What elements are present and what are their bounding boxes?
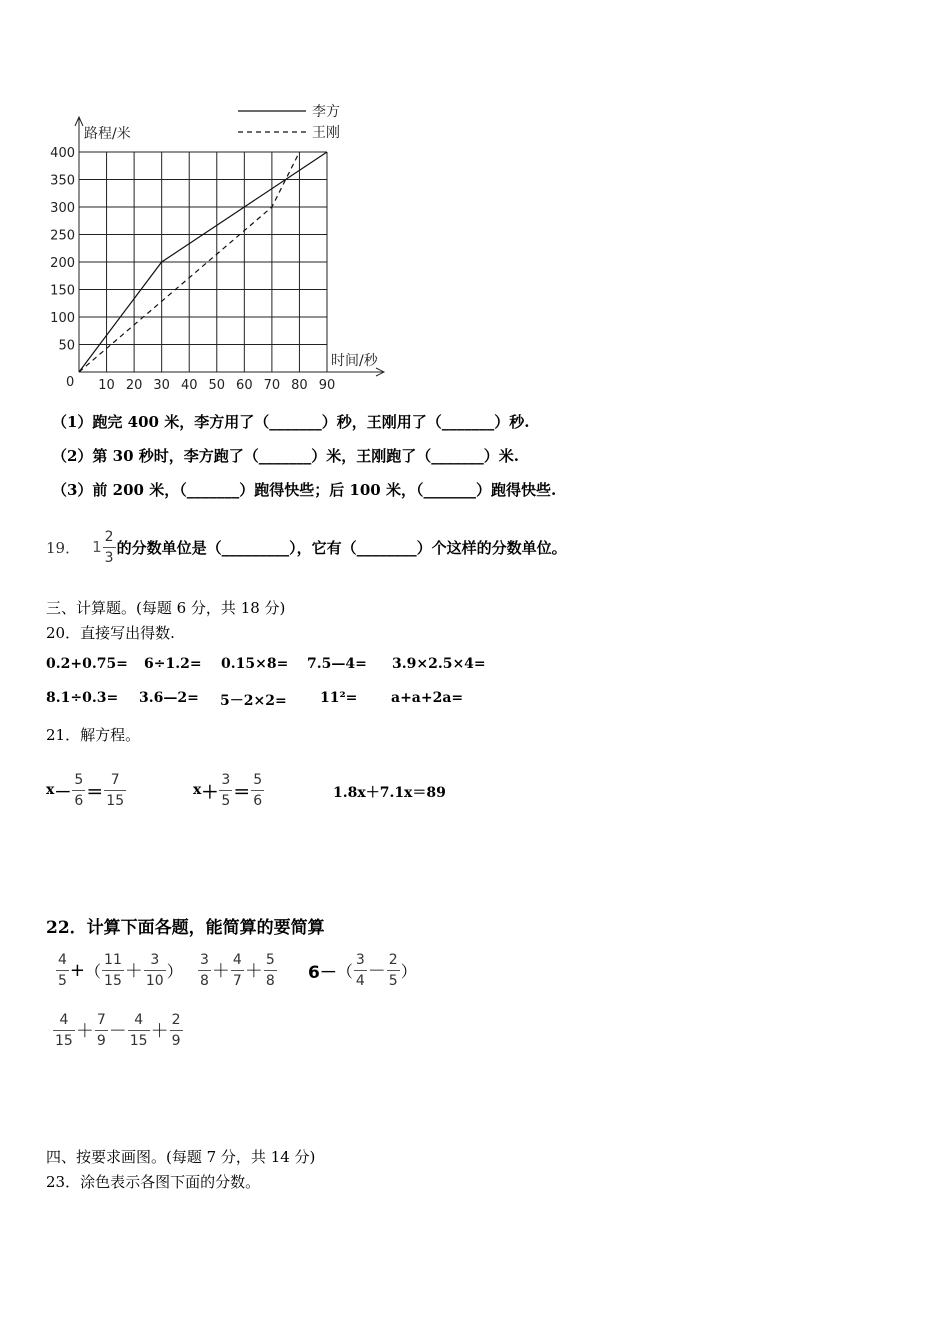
eq2-a-num: 3 (221, 771, 231, 788)
e1-op1: + (69, 959, 86, 981)
chart-grid (79, 152, 327, 372)
e3-lparen: （ (336, 961, 353, 981)
eq2-b-num: 5 (253, 771, 263, 788)
q19-fraction (103, 530, 116, 565)
e4-b-num: 7 (96, 1011, 106, 1028)
chart-legend (238, 103, 340, 141)
eq2-frac-b (251, 773, 264, 808)
e4-a-num: 4 (59, 1011, 69, 1028)
e2-a-den: 8 (198, 970, 211, 988)
eq1-b-den: 15 (104, 790, 126, 808)
e3-lead: 6－ (308, 962, 337, 983)
e2-c-num: 5 (265, 951, 275, 968)
y-tick-150: 150 (50, 283, 75, 299)
e2-op2: ＋ (244, 961, 263, 982)
e2-frac-a (198, 953, 211, 988)
q19-frac-numerator: 2 (104, 528, 114, 545)
eq1-frac-b (104, 773, 126, 808)
e2-b-num: 4 (232, 951, 242, 968)
e4-frac-b (95, 1013, 108, 1048)
x-tick-10: 10 (98, 378, 115, 393)
e3-b-num: 2 (388, 951, 398, 968)
q20-row2-d: 11²= (320, 690, 358, 706)
e1-frac-b (102, 953, 124, 988)
e4-op1: ＋ (75, 1021, 94, 1042)
e3-rparen: ） (400, 961, 417, 981)
e4-op2: － (108, 1021, 127, 1042)
q22-expr2 (197, 940, 278, 1000)
legend-label-2: 王刚 (312, 125, 340, 141)
e1-frac-c (144, 953, 166, 988)
q20-row1-b: 6÷1.2= (144, 656, 202, 672)
q22-title: 22．计算下面各题，能简算的要简算 (46, 918, 325, 938)
q19-number: 19． (46, 538, 81, 557)
e3-a-num: 3 (355, 951, 365, 968)
e2-frac-c (264, 953, 277, 988)
eq2-plus: ＋ (201, 782, 219, 803)
y-tick-50: 50 (58, 338, 75, 354)
x-tick-90: 90 (318, 378, 336, 393)
e3-frac-b (387, 953, 400, 988)
chart-tick-labels (50, 125, 379, 393)
y-tick-200: 200 (50, 256, 75, 271)
eq1-b-num: 7 (110, 771, 120, 788)
legend-label-1: 李方 (312, 104, 340, 120)
x-tick-30: 30 (153, 378, 170, 393)
eq2-a-den: 5 (219, 790, 232, 808)
e4-a-den: 15 (53, 1030, 75, 1048)
e1-c-num: 3 (150, 951, 160, 968)
section4-title: 四、按要求画图。(每题 7 分，共 14 分) (46, 1148, 316, 1166)
e4-c-num: 4 (134, 1011, 144, 1028)
e1-a-den: 5 (56, 970, 69, 988)
e4-frac-c (128, 1013, 150, 1048)
e4-c-den: 15 (128, 1030, 150, 1048)
e1-rparen: ） (166, 961, 183, 981)
y-axis-label: 路程/米 (84, 126, 131, 142)
y-tick-350: 350 (50, 173, 75, 189)
eq1-frac-a (72, 773, 85, 808)
e4-d-den: 9 (170, 1030, 183, 1048)
e1-a-num: 4 (58, 951, 67, 968)
e1-c-den: 10 (144, 970, 166, 988)
x-tick-40: 40 (180, 378, 198, 393)
eq1-minus: － (54, 782, 72, 803)
y-tick-250: 250 (50, 228, 75, 244)
x-tick-50: 50 (208, 378, 226, 393)
q18-part2: （2）第 30 秒时，李方跑了（_______）米，王刚跑了（_______）米. (52, 447, 519, 465)
e3-op1: － (367, 961, 386, 982)
e2-op1: ＋ (211, 961, 230, 982)
x-tick-20: 20 (125, 378, 143, 393)
e4-op3: ＋ (150, 1021, 169, 1042)
q18-part3: （3）前 200 米，（_______）跑得快些；后 100 米，（_______）跑得快些. (52, 481, 557, 499)
e1-op2: ＋ (124, 961, 143, 982)
q19 (46, 512, 567, 582)
q21-equation3: 1.8x＋7.1x＝89 (333, 785, 446, 801)
q19-frac-denominator: 3 (103, 547, 116, 565)
q19-text: 的分数单位是（_________），它有（________）个这样的分数单位。 (116, 538, 567, 557)
q21-title: 21．解方程。 (46, 726, 141, 744)
section3-title: 三、计算题。(每题 6 分，共 18 分) (46, 599, 286, 617)
e2-frac-b (231, 953, 244, 988)
q22-expr1 (55, 940, 183, 1000)
q23-title: 23．涂色表示各图下面的分数。 (46, 1173, 261, 1191)
eq1-a-den: 6 (72, 790, 85, 808)
y-tick-300: 300 (50, 201, 75, 216)
q20-row1-c: 0.15×8= (221, 656, 289, 672)
e2-c-den: 8 (264, 970, 277, 988)
y-tick-100: 100 (50, 311, 75, 326)
q20-row2-b: 3.6—2= (139, 690, 199, 706)
e3-frac-a (354, 953, 367, 988)
e4-frac-a (53, 1013, 75, 1048)
e1-lparen: （ (85, 961, 102, 981)
q18-part1: （1）跑完 400 米，李方用了（_______）秒，王刚用了（_______）秒. (52, 413, 530, 431)
y-tick-400: 400 (50, 146, 75, 161)
e1-b-num: 11 (104, 951, 122, 968)
e1-b-den: 15 (102, 970, 124, 988)
eq1-x: x (46, 782, 55, 798)
distance-time-chart (0, 0, 420, 400)
q22-expr3 (308, 940, 417, 1000)
eq2-frac-a (219, 773, 232, 808)
e3-a-den: 4 (354, 970, 367, 988)
chart-axes (75, 117, 384, 376)
e2-a-num: 3 (200, 951, 209, 968)
origin-label: 0 (66, 375, 75, 390)
eq2-x: x (193, 782, 202, 798)
q20-row2-c: 5－2×2= (220, 693, 287, 709)
q20-row1-a: 0.2+0.75= (46, 656, 128, 672)
q20-row2-e: a+a+2a= (391, 690, 464, 706)
e2-b-den: 7 (231, 970, 244, 988)
eq1-equals: ＝ (86, 782, 104, 803)
x-tick-80: 80 (291, 378, 308, 393)
eq2-equals: ＝ (233, 782, 251, 803)
q20-row2-a: 8.1÷0.3= (46, 690, 119, 706)
e4-d-num: 2 (171, 1011, 181, 1028)
q22-expr4 (52, 1000, 184, 1060)
x-tick-60: 60 (236, 378, 253, 393)
q19-whole: 1 (92, 538, 102, 556)
q21-equation2 (193, 752, 265, 828)
eq2-b-den: 6 (251, 790, 264, 808)
eq1-a-num: 5 (74, 771, 84, 788)
e1-frac-a (56, 953, 69, 988)
e4-frac-d (170, 1013, 183, 1048)
x-axis-label: 时间/秒 (331, 353, 378, 369)
e3-b-den: 5 (387, 970, 400, 988)
x-tick-70: 70 (263, 378, 281, 393)
q20-row1-d: 7.5—4= (307, 656, 367, 672)
q20-row1-e: 3.9×2.5×4= (392, 656, 486, 672)
q20-title: 20．直接写出得数. (46, 624, 175, 642)
e4-b-den: 9 (95, 1030, 108, 1048)
q21-equation1 (46, 752, 127, 828)
